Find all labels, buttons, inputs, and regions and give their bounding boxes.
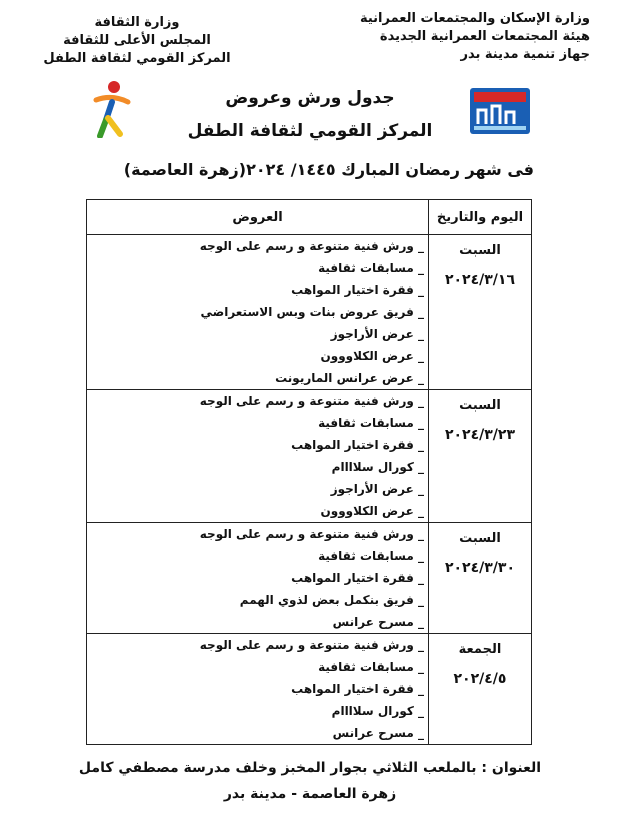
list-item: _ ورش فنية متنوعة و رسم على الوجه [199, 239, 424, 253]
shows-cell [87, 523, 429, 634]
list-item: _ عرض الكلاووون [320, 504, 424, 518]
list-item: _ كورال سلاااام [331, 460, 424, 474]
date-label: ٢٠٢٤/٣/٢٣ [444, 427, 516, 443]
list-item: _ ورش فنية متنوعة و رسم على الوجه [199, 638, 424, 652]
header-left-line1: وزارة الثقافة [94, 15, 180, 30]
address-line: العنوان : بالملعب الثلاثي بجوار المخبز وخلف مدرسة مصطفي كامل [78, 760, 542, 776]
column-header-date: اليوم والتاريخ [429, 200, 532, 235]
list-item: _ مسرح عرانس [332, 615, 424, 629]
list-item: _ كورال سلاااام [331, 704, 424, 718]
list-item: _ فقرة اختيار المواهب [291, 283, 424, 297]
table-row [87, 634, 532, 745]
list-item: _ عرض الكلاووون [320, 349, 424, 363]
header-left-line3: المركز القومي لثقافة الطفل [43, 51, 231, 66]
list-item: _ عرض الأراجوز [330, 327, 424, 341]
table-row [87, 523, 532, 634]
shows-cell [87, 634, 429, 745]
list-item: _ عرض الأراجوز [330, 482, 424, 496]
column-header-shows: العروض [87, 200, 429, 235]
list-item: _ ورش فنية متنوعة و رسم على الوجه [199, 527, 424, 541]
schedule-table [86, 199, 532, 745]
day-label: السبت [459, 243, 501, 258]
header-left-line2: المجلس الأعلى للثقافة [63, 33, 211, 48]
shows-cell [87, 390, 429, 523]
table-header-row [87, 200, 532, 235]
list-item: _ مسابقات ثقافية [318, 549, 424, 563]
day-label: السبت [459, 531, 501, 546]
day-label: الجمعة [458, 642, 502, 657]
ministry-culture-header [42, 14, 232, 68]
organization-title: المركز القومي لثقافة الطفل [187, 121, 433, 141]
list-item: _ فريق بنكمل بعض لذوي الهمم [239, 593, 424, 607]
date-cell [429, 235, 532, 390]
table-row [87, 390, 532, 523]
list-item: _ ورش فنية متنوعة و رسم على الوجه [199, 394, 424, 408]
list-item: _ مسابقات ثقافية [318, 261, 424, 275]
date-label: ٢٠٢٤/٣/١٦ [444, 272, 516, 288]
day-label: السبت [459, 398, 501, 413]
ministry-housing-header [360, 10, 590, 64]
list-item: _ مسابقات ثقافية [318, 416, 424, 430]
location-line: زهرة العاصمة - مدينة بدر [223, 786, 397, 802]
list-item: _ مسرح عرانس [332, 726, 424, 740]
table-row [87, 235, 532, 390]
date-cell [429, 523, 532, 634]
list-item: _ مسابقات ثقافية [318, 660, 424, 674]
shows-cell [87, 235, 429, 390]
page-title: جدول ورش وعروض [225, 88, 395, 108]
header-right-line1: وزارة الإسكان والمجتمعات العمرانية [359, 11, 590, 26]
list-item: _ فريق عروض بنات وبس الاستعراضي [200, 305, 424, 319]
date-cell [429, 390, 532, 523]
date-cell [429, 634, 532, 745]
date-label: ٢٠٢٤/٣/٣٠ [444, 560, 516, 576]
date-label: ٢٠٢/٤/٥ [453, 671, 507, 687]
list-item: _ عرض عرانس الماريونت [275, 371, 424, 385]
list-item: _ فقرة اختيار المواهب [291, 682, 424, 696]
list-item: _ فقرة اختيار المواهب [291, 438, 424, 452]
header-right-line3: جهاز تنمية مدينة بدر [460, 47, 590, 62]
list-item: _ فقرة اختيار المواهب [291, 571, 424, 585]
month-subtitle: فى شهر رمضان المبارك ١٤٤٥/ ٢٠٢٤(زهرة العاصمة) [123, 160, 534, 179]
header-right-line2: هيئة المجتمعات العمرانية الجديدة [379, 29, 590, 44]
